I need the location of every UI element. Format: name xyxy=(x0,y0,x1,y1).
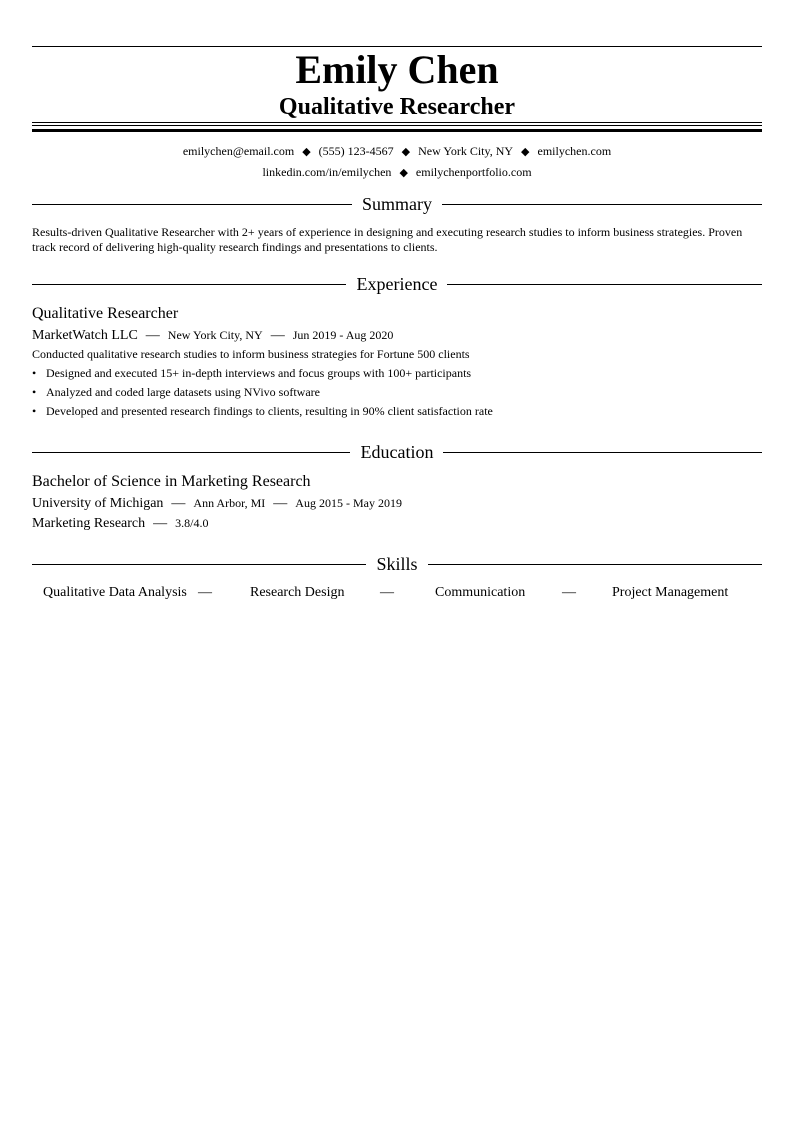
education-meta xyxy=(32,494,402,513)
skill-item: Research Design xyxy=(250,585,345,600)
candidate-title: Qualitative Researcher xyxy=(278,94,516,120)
education-heading: Education xyxy=(351,442,444,462)
education-section-header xyxy=(32,440,762,464)
skills-heading: Skills xyxy=(366,554,427,574)
education-field: Marketing Research xyxy=(32,516,146,531)
job-description: Conducted qualitative research studies to inform business strategies for Fortune 500 clients xyxy=(32,347,470,361)
job-bullet-text: Designed and executed 15+ in-depth interviews and focus groups with 100+ participants xyxy=(46,366,472,380)
contact-portfolio[interactable]: emilychenportfolio.com xyxy=(415,165,532,179)
diamond-separator-icon: ◆ xyxy=(302,146,311,158)
dash-separator: — xyxy=(380,585,394,600)
diamond-separator-icon: ◆ xyxy=(401,146,411,158)
contact-linkedin[interactable]: linkedin.com/in/emilychen xyxy=(262,165,392,179)
summary-section-header xyxy=(32,192,762,216)
header-divider-thin-2 xyxy=(32,125,762,126)
bullet-icon: • xyxy=(32,366,37,380)
summary-text: Results-driven Qualitative Researcher with 2+ years of experience in designing and executing research studies to inform business strategies. Proven track record of delivering high-quality research findings and presentations to clients. xyxy=(32,225,743,254)
dash-separator: — xyxy=(145,328,160,343)
contact-line-2 xyxy=(32,164,762,181)
job-bullet-text: Analyzed and coded large datasets using NVivo software xyxy=(46,385,320,399)
skill-item: Qualitative Data Analysis xyxy=(43,585,187,600)
job-bullet xyxy=(32,366,471,381)
dash-separator: — xyxy=(270,328,285,343)
job-dates: Jun 2019 - Aug 2020 xyxy=(292,328,394,342)
bullet-icon: • xyxy=(32,385,37,399)
contact-line-1 xyxy=(32,143,762,160)
header-divider-thin xyxy=(32,122,762,123)
experience-section-header xyxy=(32,272,762,296)
job-title: Qualitative Researcher xyxy=(32,305,179,322)
diamond-separator-icon: ◆ xyxy=(521,146,530,158)
education-gpa: 3.8/4.0 xyxy=(175,516,209,530)
job-bullet xyxy=(32,385,320,400)
job-meta xyxy=(32,326,393,345)
job-bullet xyxy=(32,404,493,419)
dash-separator: — xyxy=(562,585,576,600)
contact-website[interactable]: emilychen.com xyxy=(537,144,612,158)
job-location: New York City, NY xyxy=(167,328,263,342)
skill-item: Communication xyxy=(435,585,526,600)
candidate-name: Emily Chen xyxy=(295,47,499,92)
degree-title: Bachelor of Science in Marketing Research xyxy=(32,473,311,490)
bullet-icon: • xyxy=(32,404,37,418)
contact-phone: (555) 123-4567 xyxy=(318,144,394,158)
skill-item: Project Management xyxy=(612,585,729,600)
diamond-separator-icon: ◆ xyxy=(399,167,408,179)
skills-row xyxy=(32,583,762,603)
school-name: University of Michigan xyxy=(32,496,164,511)
dash-separator: — xyxy=(273,496,288,511)
contact-email[interactable]: emilychen@email.com xyxy=(182,144,295,158)
education-dates: Aug 2015 - May 2019 xyxy=(295,496,402,510)
dash-separator: — xyxy=(153,516,168,531)
school-location: Ann Arbor, MI xyxy=(193,496,266,510)
contact-location: New York City, NY xyxy=(418,144,514,158)
job-company: MarketWatch LLC xyxy=(32,328,138,343)
education-field-row xyxy=(32,514,208,533)
header-divider-thick xyxy=(32,129,762,132)
summary-heading: Summary xyxy=(352,194,442,214)
skills-section-header xyxy=(32,552,762,576)
dash-separator: — xyxy=(198,585,212,600)
dash-separator: — xyxy=(171,496,186,511)
job-bullet-text: Developed and presented research findings to clients, resulting in 90% client satisfaction rate xyxy=(46,404,493,418)
experience-heading: Experience xyxy=(347,274,448,294)
